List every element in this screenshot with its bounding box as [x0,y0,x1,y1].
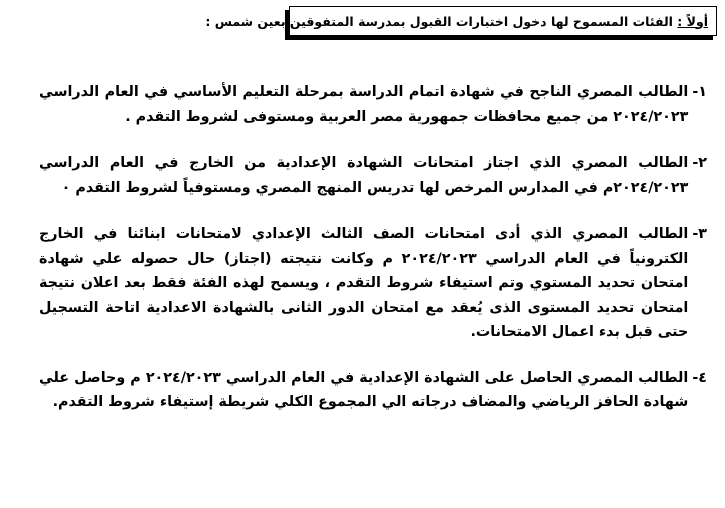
list-item [39,366,707,415]
section-heading-text: الفئات المسموح لها دخول اختبارات القبول بمدرسة المتفوقين بعين شمس : [205,13,673,29]
list-item-number: ١- [692,84,707,100]
list-item-number: ٢- [692,155,707,171]
list-item-text: الطالب المصري الذي اجتاز امتحانات الشهادة الإعدادية من الخارج في العام الدراسي ٢٠٢٤/٢٠٢٣م في المدارس المرخص لها تدريس المنهج المصري ومستوفياً لشروط التقدم ٠ [39,155,689,196]
section-heading-box [205,6,717,36]
section-heading [205,14,708,29]
list-item [39,151,707,200]
list-item-number: ٣- [692,226,707,242]
list-item-text: الطالب المصري الناجح في شهادة اتمام الدراسة بمرحلة التعليم الأساسي في العام الدراسي ٢٠٢٤/٢٠٢٣ من جميع محافظات جمهورية مصر العربية ومستوفى لشروط التقدم . [39,84,689,125]
list-item [39,80,707,129]
list-item-number: ٤- [692,369,707,386]
list-item-text: الطالب المصري الحاصل على الشهادة الإعدادية في العام الدراسي ٢٠٢٤/٢٠٢٣ م وحاصل علي شهادة الحافز الرياضي والمضاف درجاته الي المجموع الكلي شريطة إستيفاء شروط التقدم. [39,369,689,410]
section-heading-label: أولاً : [677,13,708,29]
list-item-text: الطالب المصري الذي أدى امتحانات الصف الثالث الإعدادي لامتحانات ابنائنا في الخارج الكترونياً في العام الدراسي ٢٠٢٤/٢٠٢٣ م وكانت نتيجته (اجتاز) حال حصوله علي شهادة امتحان تحديد المستوي وتم استيفاء شروط التقدم ، ويسمح لهذه الفئة فقط بعد اعلان نتيجة امتحان تحديد المستوى الذى يُعقد مع امتحان الدور الثانى بالشهادة الاعدادية اتاحة التسجيل حتى قبل بدء اعمال الامتحانات. [39,226,689,340]
list-item [39,222,707,345]
eligibility-list [39,80,707,415]
